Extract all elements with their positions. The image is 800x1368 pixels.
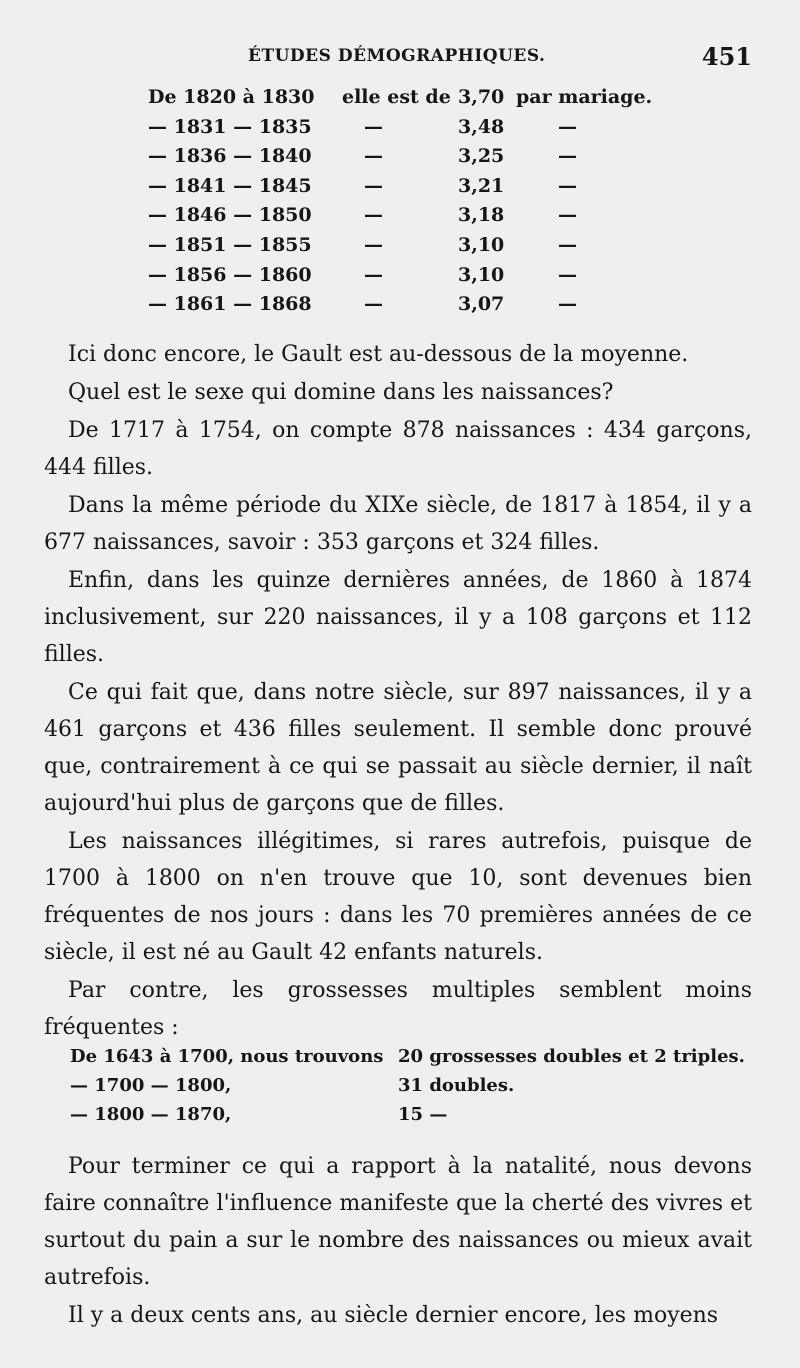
- table-cell-period: — 1846 — 1850: [148, 204, 312, 227]
- table-row: [138, 204, 778, 234]
- table-cell-period: — 1800 — 1870,: [70, 1104, 232, 1125]
- table-row: [138, 293, 778, 323]
- table-cell-period: — 1861 — 1868: [148, 293, 312, 316]
- table-row: [138, 234, 778, 264]
- table-cell-period: — 1836 — 1840: [148, 145, 312, 168]
- table-cell-period: — 1851 — 1855: [148, 233, 312, 256]
- body-text-continued: [44, 1148, 752, 1335]
- table-cell-period: De 1820 à 1830: [148, 86, 315, 108]
- table-row: [138, 116, 778, 146]
- table-cell-period: — 1856 — 1860: [148, 263, 312, 286]
- table-cell-unit: —: [558, 263, 577, 286]
- table-row: [138, 175, 778, 205]
- table-cell-period: — 1831 — 1835: [148, 115, 312, 138]
- page-header: [0, 42, 800, 78]
- paragraph: Enfin, dans les quinze dernières années, de 1860 à 1874 inclusivement, sur 220 naissances, il y a 108 garçons et 112 filles.: [44, 568, 752, 667]
- paragraph: Par contre, les grossesses multiples semblent moins fréquentes :: [44, 978, 752, 1040]
- table-cell-unit: —: [558, 233, 577, 256]
- table-cell-unit: —: [558, 293, 577, 316]
- table-cell-value: 15 —: [398, 1104, 448, 1125]
- table-row: [138, 145, 778, 175]
- table-cell-verb: —: [364, 233, 383, 256]
- multiple-pregnancies-table: [64, 1046, 764, 1133]
- table-cell-unit: par mariage.: [516, 86, 653, 108]
- page-number: 451: [701, 42, 752, 71]
- table-cell-value: 3,18: [458, 204, 505, 227]
- table-cell-period: — 1700 — 1800,: [70, 1075, 232, 1096]
- paragraph: Il y a deux cents ans, au siècle dernier encore, les moyens: [68, 1303, 719, 1328]
- table-cell-value: 31 doubles.: [398, 1075, 515, 1096]
- paragraph: Les naissances illégitimes, si rares autrefois, puisque de 1700 à 1800 on n'en trouve que 10, sont devenues bien fréquentes de nos jours : dans les 70 premières années de ce siècle, il est né au Gault 42 enfants naturels.: [44, 829, 752, 965]
- table-cell-verb: —: [364, 293, 383, 316]
- table-cell-verb: —: [364, 115, 383, 138]
- table-row: [138, 264, 778, 294]
- paragraph: Ce qui fait que, dans notre siècle, sur 897 naissances, il y a 461 garçons et 436 filles seulement. Il semble donc prouvé que, contrairement à ce qui se passait au siècle dernier, il naît aujourd'hui plus de garçons que de filles.: [44, 680, 752, 816]
- table-cell-unit: —: [558, 174, 577, 197]
- table-cell-value: 3,07: [458, 293, 505, 316]
- table-cell-value: 3,70: [458, 86, 505, 108]
- table-cell-verb: —: [364, 263, 383, 286]
- table-cell-period: — 1841 — 1845: [148, 174, 312, 197]
- paragraph: Pour terminer ce qui a rapport à la natalité, nous devons faire connaître l'influence manifeste que la cherté des vivres et surtout du pain a sur le nombre des naissances ou mieux avait autrefois.: [44, 1154, 752, 1290]
- paragraph: Ici donc encore, le Gault est au-dessous de la moyenne.: [68, 342, 689, 367]
- marriage-fertility-table: [138, 86, 778, 323]
- paragraph: Dans la même période du XIXe siècle, de 1817 à 1854, il y a 677 naissances, savoir : 353 garçons et 324 filles.: [44, 493, 752, 555]
- table-row: [138, 86, 778, 116]
- table-cell-value: 20 grossesses doubles et 2 triples.: [398, 1046, 745, 1067]
- table-cell-verb: elle est de: [342, 86, 451, 108]
- table-cell-verb: —: [364, 145, 383, 168]
- table-cell-verb: —: [364, 204, 383, 227]
- paragraph: De 1717 à 1754, on compte 878 naissances : 434 garçons, 444 filles.: [44, 418, 752, 480]
- table-row: [64, 1046, 764, 1075]
- table-cell-period: De 1643 à 1700, nous trouvons: [70, 1046, 384, 1067]
- table-cell-value: 3,10: [458, 233, 505, 256]
- running-head: ÉTUDES DÉMOGRAPHIQUES.: [248, 46, 546, 66]
- table-cell-verb: —: [364, 174, 383, 197]
- paragraph: Quel est le sexe qui domine dans les naissances?: [68, 380, 614, 405]
- table-cell-value: 3,25: [458, 145, 505, 168]
- table-cell-value: 3,10: [458, 263, 505, 286]
- table-cell-unit: —: [558, 145, 577, 168]
- table-cell-value: 3,48: [458, 115, 505, 138]
- table-cell-value: 3,21: [458, 174, 505, 197]
- table-row: [64, 1104, 764, 1133]
- table-cell-unit: —: [558, 204, 577, 227]
- body-text: [44, 336, 752, 1047]
- table-row: [64, 1075, 764, 1104]
- table-cell-unit: —: [558, 115, 577, 138]
